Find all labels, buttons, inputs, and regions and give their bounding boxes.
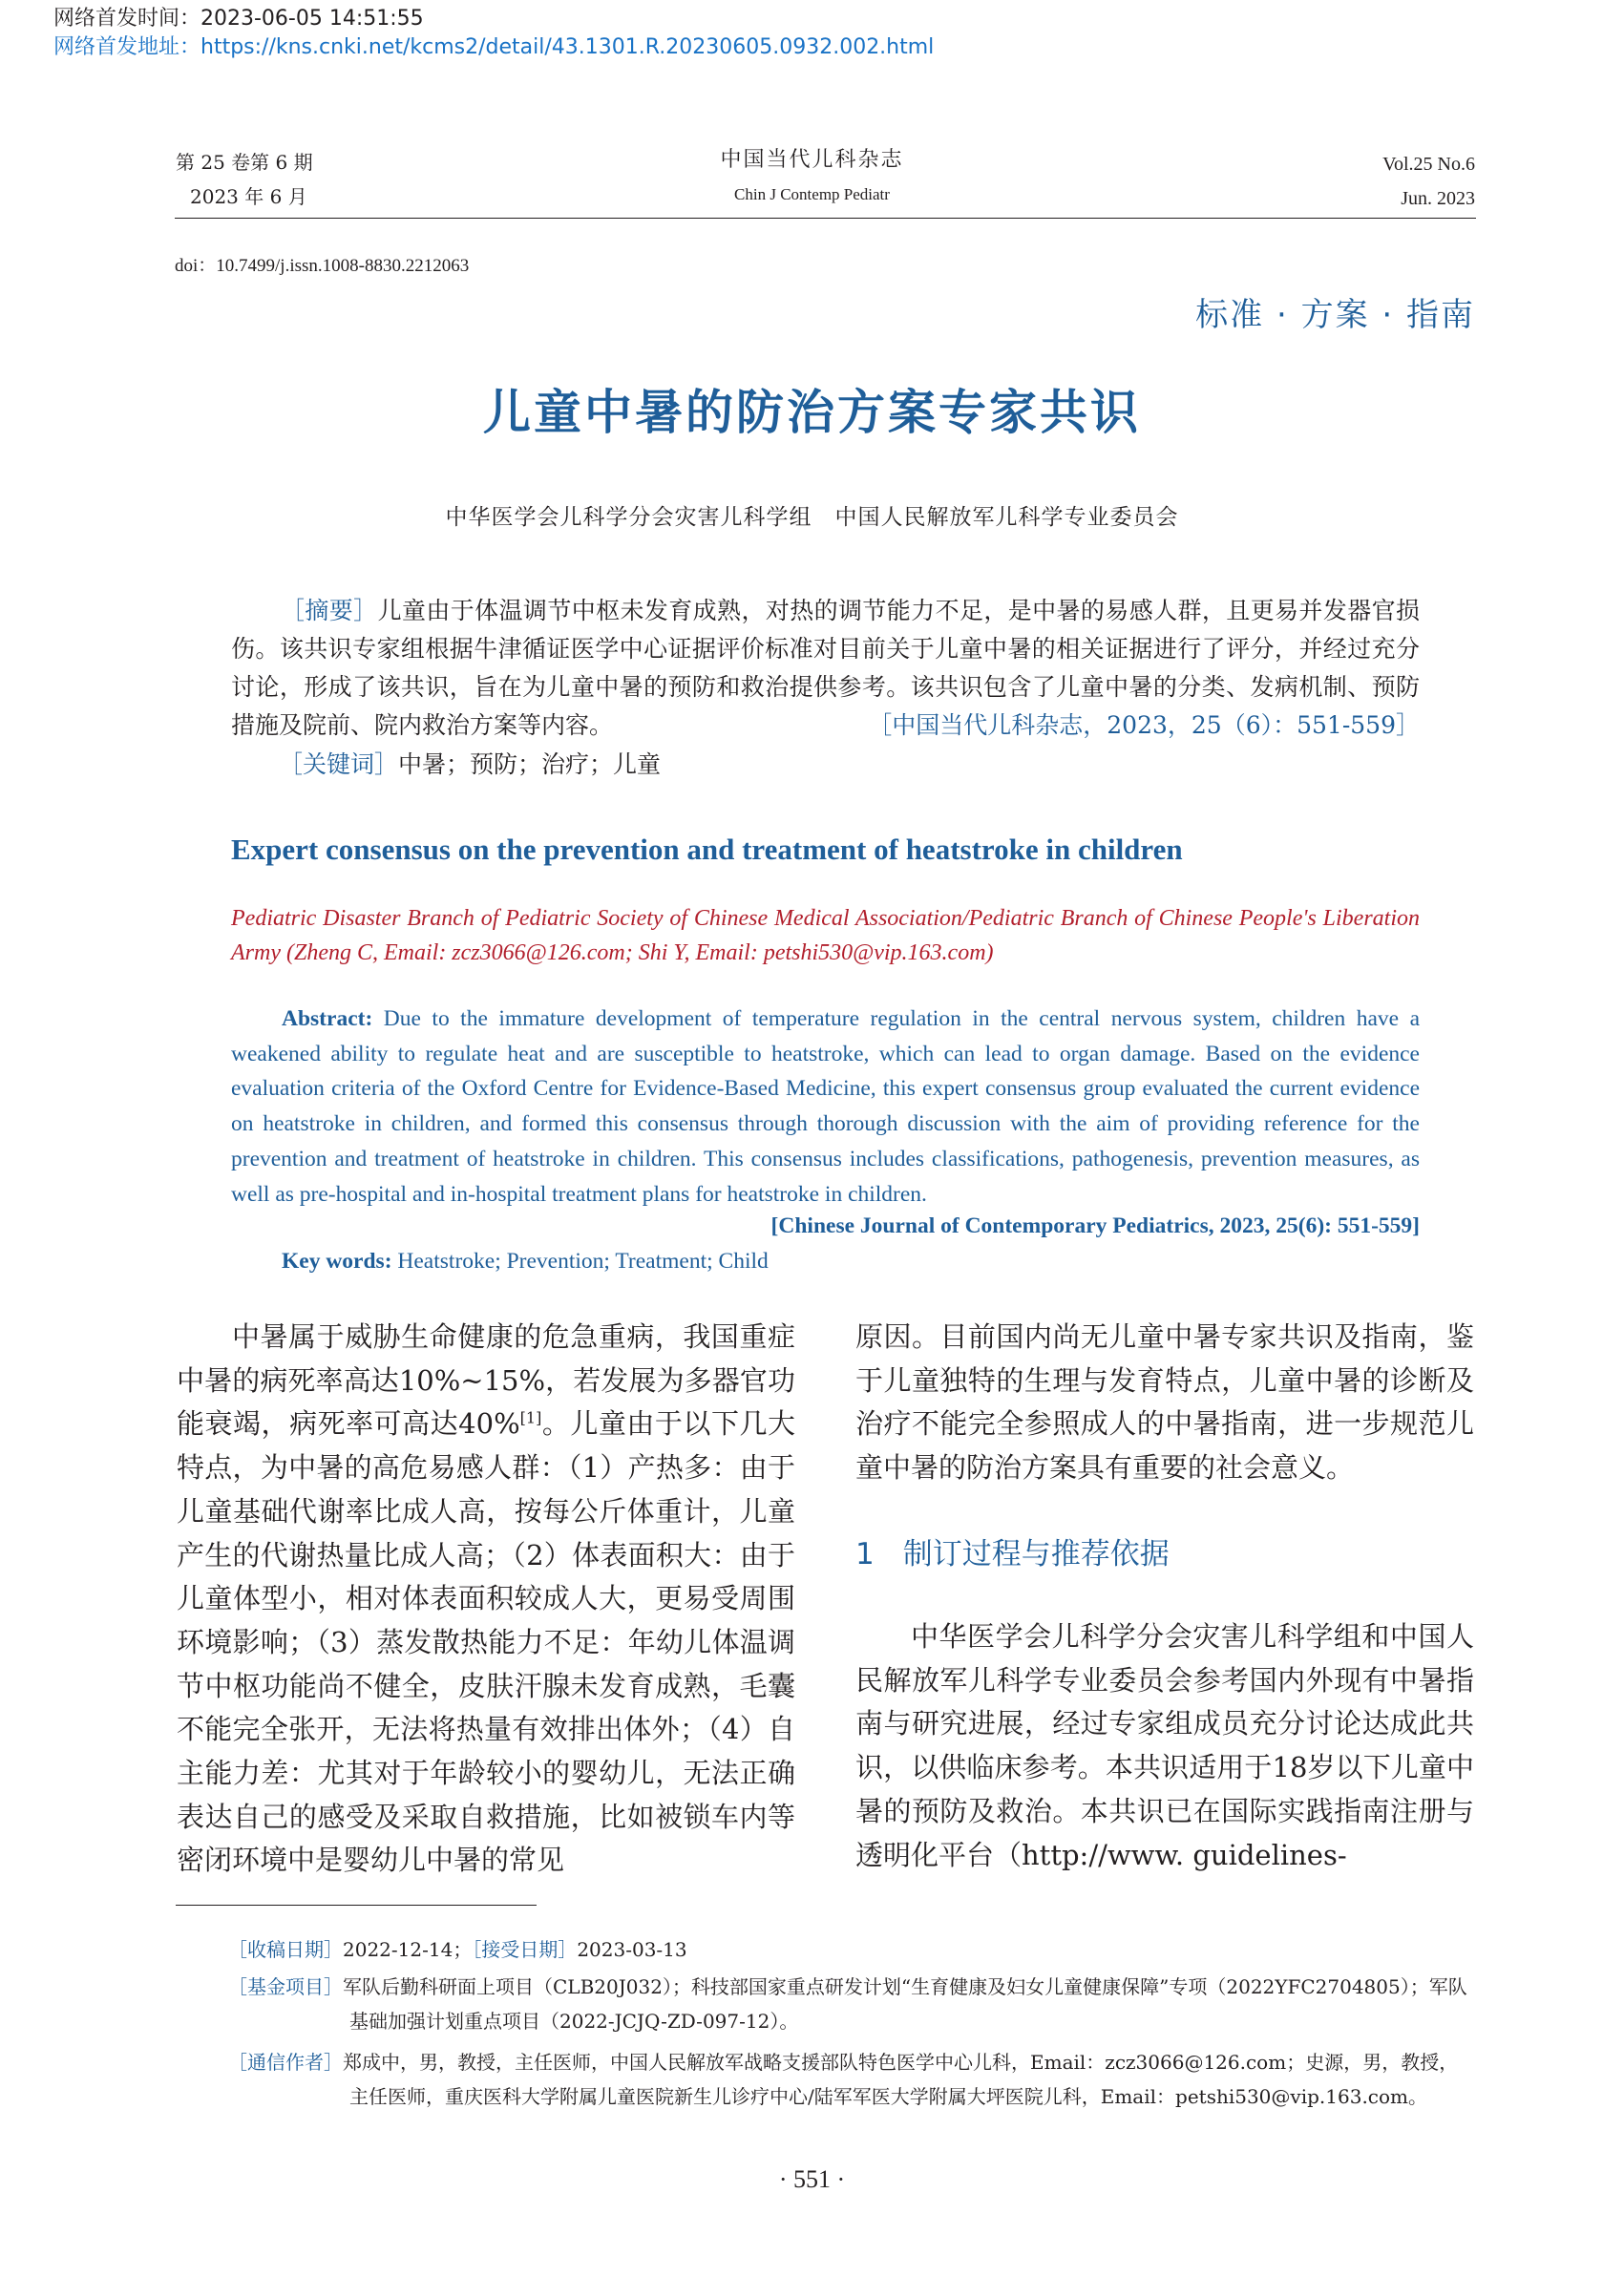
keywords-cn-text: 中暑；预防；治疗；儿童 (398, 750, 662, 778)
keywords-en (282, 1244, 769, 1279)
fund-label: ［基金项目］ (228, 1975, 343, 1998)
keywords-en-text: Heatstroke; Prevention; Treatment; Child (391, 1249, 769, 1274)
accepted-date: 2023-03-13 (577, 1938, 687, 1961)
corresponding-label: ［通信作者］ (228, 2051, 343, 2074)
column-label: 标准 · 方案 · 指南 (1195, 296, 1475, 334)
abstract-cn-citation: ［中国当代儿科杂志，2023，25（6）：551-559］ (868, 711, 1420, 739)
body-left-text-2: 。儿童由于以下几大特点，为中暑的高危易感人群：（1）产热多：由于儿童基础代谢率比成人高，按每公斤体重计，儿童产生的代谢热量比成人高；（2）体表面积大：由于儿童体型小，相对体表面积较成人大，更易受周围环境影响；（3）蒸发散热能力不足：年幼儿体温调节中枢功能尚不健全，皮肤汗腺未发育成熟，毛囊不能完全张开，无法将热量有效排出体外；（4）自主能力差：尤其对于年龄较小的婴幼儿，无法正确表达自己的感受及采取自救措施，比如被锁车内等密闭环境中是婴幼儿中暑的常见 (177, 1407, 795, 1877)
page-title-en: Expert consensus on the prevention and treatment of heatstroke in children (231, 833, 1183, 866)
corresponding-text: 郑成中，男，教授，主任医师，中国人民解放军战略支援部队特色医学中心儿科，Email：zcz3066@126.com；史源，男，教授，主任医师，重庆医科大学附属儿童医院新生儿诊疗中心/陆军军医大学附属大坪医院儿科，Email：petshi530@vip.163.com。 (343, 2051, 1459, 2108)
running-head-journal-en: Chin J Contemp Pediatr (734, 185, 890, 203)
running-head-date-en: Jun. 2023 (1401, 188, 1475, 209)
running-head-volume-cn: 第 25 卷第 6 期 (176, 151, 313, 174)
footnote-dates (228, 1932, 1477, 1967)
doi: doi：10.7499/j.issn.1008-8830.2212063 (175, 256, 470, 276)
running-head-volume-en: Vol.25 No.6 (1382, 154, 1475, 175)
body-left-text-1: 中暑属于威胁生命健康的危急重病，我国重症中暑的病死率高达10%~15%，若发展为多器官功能衰竭，病死率可高达40% (177, 1320, 795, 1441)
keywords-en-label: Key words: (282, 1249, 392, 1274)
footnote-fund (228, 1970, 1477, 2038)
abstract-cn-label: ［摘要］ (281, 597, 378, 624)
running-head-date-cn: 2023 年 6 月 (190, 185, 307, 208)
body-left-column (177, 1316, 795, 1883)
received-date: 2022-12-14； (343, 1938, 473, 1961)
received-label: ［收稿日期］ (228, 1938, 343, 1961)
page-title-cn: 儿童中暑的防治方案专家共识 (483, 385, 1141, 440)
net-first-address-link[interactable]: 网络首发地址：https://kns.cnki.net/kcms2/detail/43.1301.R.20230605.0932.002.html (53, 35, 935, 59)
authors-cn: 中华医学会儿科学分会灾害儿科学组 中国人民解放军儿科学专业委员会 (445, 505, 1179, 530)
net-first-time: 网络首发时间：2023-06-05 14:51:55 (53, 7, 424, 31)
keywords-cn-label: ［关键词］ (279, 750, 399, 778)
section-number: 1 (855, 1537, 875, 1571)
authors-en: Pediatric Disaster Branch of Pediatric Society of Chinese Medical Association/Pediatric Branch of Chinese People's Liberation Army (Zheng C, Email: zcz3066@126.com; Shi Y, Email: petshi530@vip.163.com) (231, 906, 1420, 965)
running-head-journal-cn: 中国当代儿科杂志 (720, 148, 904, 172)
body-right-paragraph-1: 原因。目前国内尚无儿童中暑专家共识及指南，鉴于儿童独特的生理与发育特点，儿童中暑的诊断及治疗不能完全参照成人的中暑指南，进一步规范儿童中暑的防治方案具有重要的社会意义。 (855, 1320, 1474, 1485)
accepted-label: ［接受日期］ (472, 1938, 578, 1961)
fund-text: 军队后勤科研面上项目（CLB20J032）；科技部国家重点研发计划“生育健康及妇女儿童健康保障”专项（2022YFC2704805）；军队基础加强计划重点项目（2022-JCJQ-ZD-097-12）。 (343, 1975, 1467, 2033)
body-right-paragraph-2: 中华医学会儿科学分会灾害儿科学组和中国人民解放军儿科学专业委员会参考国内外现有中暑指南与研究进展，经过专家组成员充分讨论达成此共识，以供临床参考。本共识适用于18岁以下儿童中暑的预防及救治。本共识已在国际实践指南注册与透明化平台（http://www. guidelines- (855, 1620, 1474, 1871)
header-rule (175, 218, 1476, 219)
reference-1-link[interactable]: [1] (519, 1408, 542, 1427)
abstract-en-citation: [Chinese Journal of Contemporary Pediatrics, 2023, 25(6): 551-559] (770, 1213, 1420, 1238)
abstract-cn (231, 592, 1420, 745)
footnote-corresponding (228, 2045, 1477, 2114)
section-title: 制订过程与推荐依据 (902, 1537, 1170, 1571)
abstract-en-text: Due to the immature development of temperature regulation in the central nervous system, children have a weakened ability to regulate heat and are susceptible to heatstroke, which can lead to organ damage. Based on the evidence evaluation criteria of the Oxford Centre for Evidence-Based Medicine, this expert consensus group evaluated the current evidence on heatstroke in children, and formed this consensus through thorough discussion with the aim of providing reference for the prevention and treatment of heatstroke in children. This consensus includes classifications, pathogenesis, prevention measures, as well as pre-hospital and in-hospital treatment plans for heatstroke in children. (231, 1006, 1420, 1207)
abstract-cn-text: 儿童由于体温调节中枢未发育成熟，对热的调节能力不足，是中暑的易感人群，且更易并发器官损伤。该共识专家组根据牛津循证医学中心证据评价标准对目前关于儿童中暑的相关证据进行了评分，并经过充分讨论，形成了该共识，旨在为儿童中暑的预防和救治提供参考。该共识包含了儿童中暑的分类、发病机制、预防措施及院前、院内救治方案等内容。 (231, 597, 1420, 739)
section-heading-1 (855, 1529, 1170, 1572)
page-number: · 551 · (778, 2165, 846, 2193)
footnote-rule (176, 1905, 537, 1906)
keywords-cn (279, 746, 1467, 784)
abstract-en-label: Abstract: (282, 1006, 373, 1031)
abstract-en (231, 1002, 1420, 1212)
